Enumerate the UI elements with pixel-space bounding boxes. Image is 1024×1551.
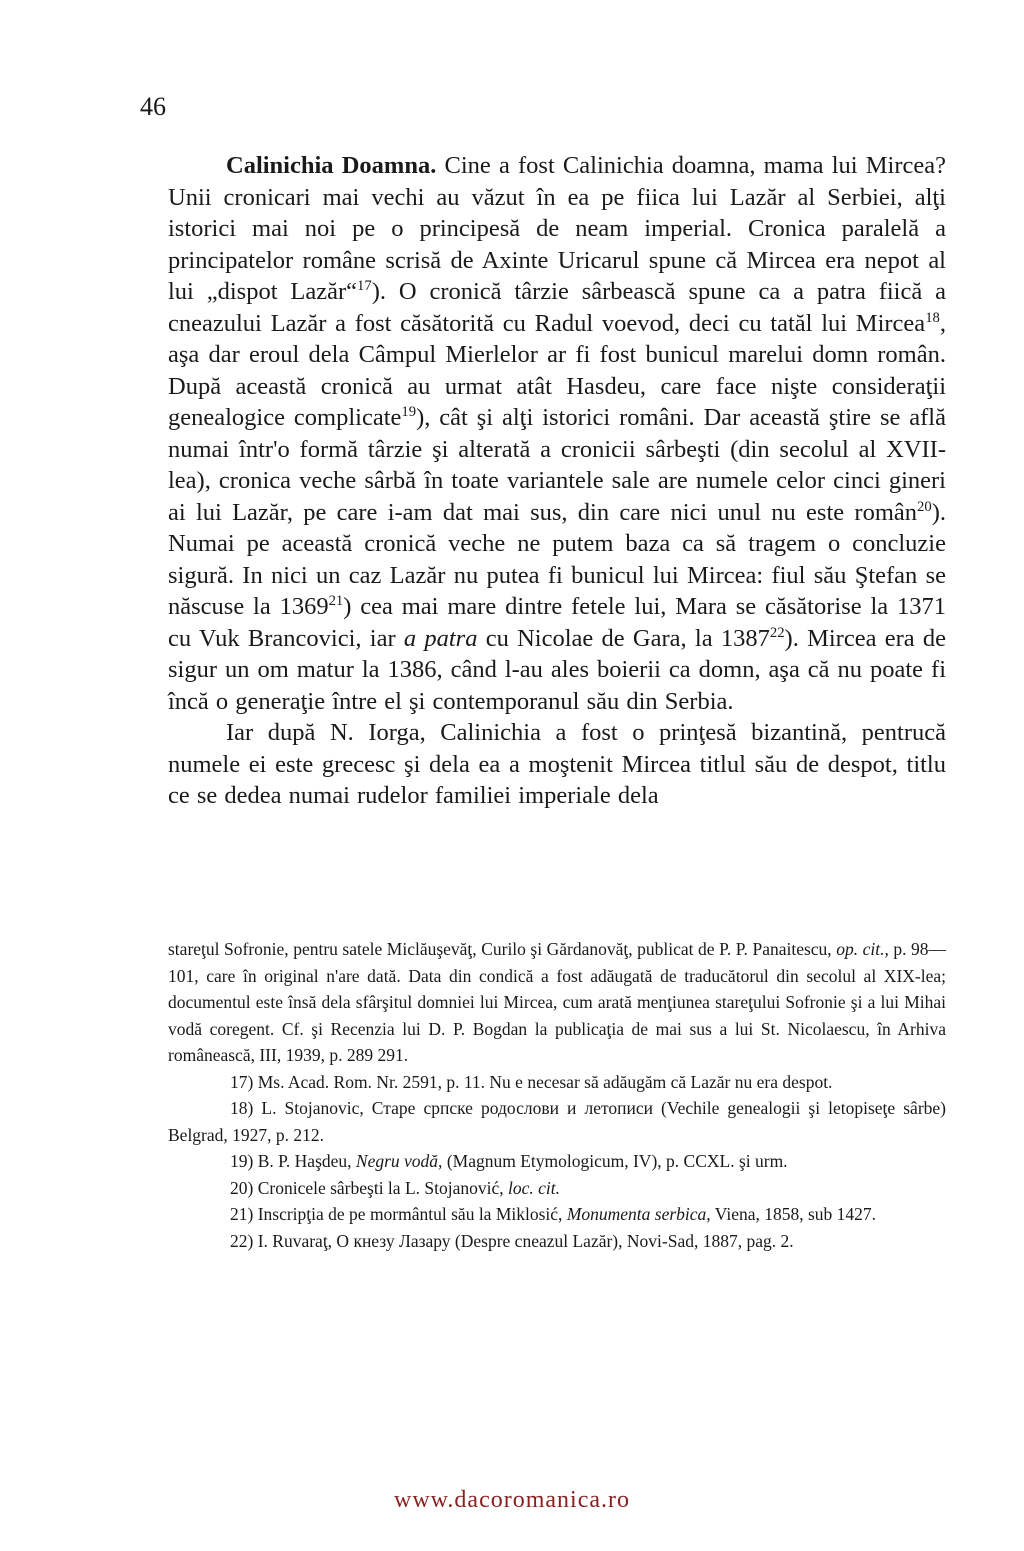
- text-run: cu Nicolae de Gara, la 1387: [477, 624, 770, 652]
- text-run: (Magnum Etymologicum, IV), p. CCXL. şi urm.: [442, 1151, 788, 1171]
- main-text: [168, 150, 946, 812]
- text-run: 19) B. P. Haşdeu,: [230, 1151, 356, 1171]
- source-link[interactable]: www.dacoromanica.ro: [393, 1487, 631, 1513]
- page-number: 46: [140, 92, 166, 121]
- text-run: ). Mircea era de sigur un om matur la 1386, când l-au ales boierii ca domn, aşa că nu poate fi încă o generaţie între el şi contemporanul său din Serbia.: [168, 624, 946, 715]
- italic-text: a patra: [403, 624, 478, 652]
- footnotes: [168, 936, 946, 1254]
- footnote-20: [168, 1175, 946, 1202]
- text-run: stareţul Sofronie, pentru satele Miclăuşevăţ, Curilo şi Gărdanovăţ, publicat de P. P. Panaitescu,: [168, 939, 837, 959]
- text-run: ). Numai pe această cronică veche ne putem baza ca să tragem o concluzie sigură. In nici un caz Lazăr nu putea fi bunicul lui Mircea: fiul său Ştefan se născuse la 1369: [168, 498, 946, 620]
- italic-text: loc. cit.: [507, 1177, 560, 1198]
- text-run: Cine a fost Calinichia doamna, mama lui Mircea? Unii cronicari mai vechi au văzut în ea pe fiica lui Lazăr al Serbiei, alţi istorici mai noi pe o principesă de neam imperial. Cronica paralelă a principatelor române scrisă de Axinte Uricarul spune că Mircea era nepot al lui „dispot Lazăr“: [168, 152, 946, 305]
- text-run: ) cea mai mare dintre fetele lui, Mara se căsătorise la 1371 cu Vuk Brancovici, iar: [168, 593, 946, 652]
- text-run: 21) Inscripţia de pe mormântul său la Miklosić,: [230, 1204, 567, 1224]
- italic-text: Monumenta serbica,: [566, 1204, 711, 1224]
- section-heading: Calinichia Doamna.: [226, 152, 437, 179]
- footnote-ref: 19: [401, 403, 417, 420]
- footnote-ref: 18: [925, 309, 940, 326]
- text-run: , aşa dar eroul dela Câmpul Mierlelor ar fi fost bunicul marelui domn român. După această cronică au urmat atât Hasdeu, care face nişte consideraţii genealogice complicate: [168, 309, 946, 431]
- paragraph-iorga: Iar după N. Iorga, Calinichia a fost o prinţesă bizantină, pentrucă numele ei este grecesc şi dela ea a moştenit Mircea titlul său de despot, titlu ce se dedea numai rudelor familiei imperiale dela: [168, 719, 946, 809]
- footnote-ref: 17: [357, 277, 372, 294]
- footnote-19: [168, 1148, 946, 1175]
- paragraph-calinichia: [168, 150, 946, 717]
- text-run: 20) Cronicele sârbeşti la L. Stojanović,: [230, 1177, 508, 1198]
- footnote-17: 17) Ms. Acad. Rom. Nr. 2591, p. 11. Nu e necesar să adăugăm că Lazăr nu era despot.: [230, 1071, 833, 1092]
- footnote-22: 22) I. Ruvaraţ, О кнезу Лазару (Despre cneazul Lazăr), Novi-Sad, 1887, pag. 2.: [230, 1230, 794, 1251]
- text-run: , p. 98—101, care în original n'are dată. Data din condică a fost adăugată de traducătorul din secolul al XIX-lea; documentul este însă dela sfârşitul domniei lui Mircea, cum arată menţiunea stareţului Sofronie şi a lui Mihai vodă coregent. Cf. şi Recenzia lui D. P. Bogdan la publicaţia de mai sus a lui St. Nicolaescu, în Arhiva românească, III, 1939, p. 289 291.: [168, 939, 946, 1065]
- text-run: Viena, 1858, sub 1427.: [710, 1204, 877, 1224]
- footnote-ref: 22: [769, 624, 785, 641]
- text-run: ). O cronică târzie sârbească spune ca a patra fiică a cneazului Lazăr a fost căsătorită cu Radul voevod, deci cu tatăl lui Mircea: [168, 278, 946, 337]
- italic-text: op. cit.: [836, 939, 885, 959]
- footnote-ref: 20: [917, 498, 932, 515]
- text-run: ), cât şi alţi istorici români. Dar această ştire se află numai într'o formă târzie şi alterată a cronicii sârbeşti (din secolul al XVII-lea), cronica veche sârbă în toate variantele sale are numele celor cinci gineri ai lui Lazăr, pe care i-am dat mai sus, din care nici unul nu este român: [168, 404, 946, 526]
- footnote-21: [168, 1201, 946, 1228]
- italic-text: Negru vodă,: [355, 1151, 443, 1171]
- footnote-ref: 21: [328, 592, 344, 609]
- footnote-continuation: [168, 936, 946, 1069]
- footnote-18: 18) L. Stojanovic, Старе српске родослови и летописи (Vechile genealogii şi letopiseţe sârbe) Belgrad, 1927, p. 212.: [168, 1098, 946, 1145]
